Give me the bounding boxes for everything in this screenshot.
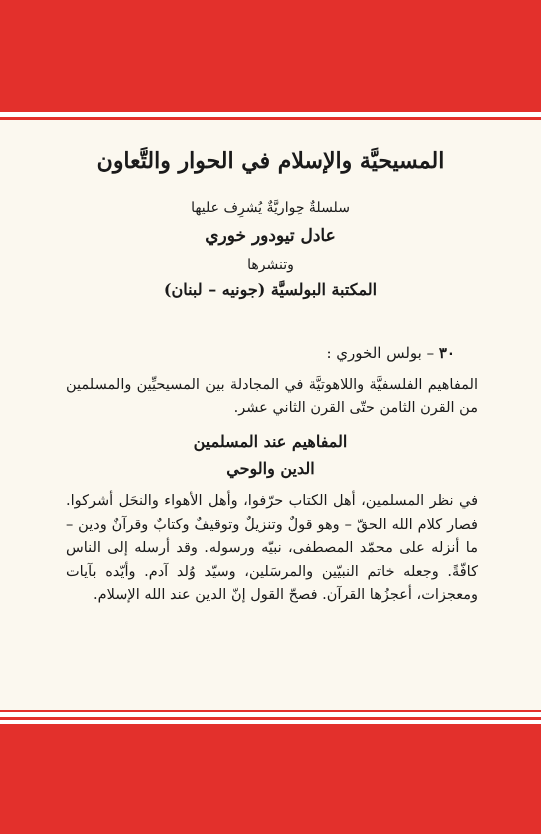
book-entry-heading (326, 344, 455, 362)
subsection-heading: الدين والوحي (226, 459, 315, 478)
excerpt-paragraph: في نظر المسلمين، أهل الكتاب حرّفوا، وأهل الأهواء والنحَل أشركوا. فصار كلام الله الحقّ – وهو قولٌ وتنزيلٌ وتوقيفٌ وكتابٌ وقرآنٌ ودين – ما أنزله على محمّد المصطفى، نبيّه ورسوله. وقد أرسله إلى الناس كافّةً. وجعله خاتم النبيّين والمرسَلين، وسيّد وُلد آدم. وأيّده بآيات ومعجزات، أعجزُها القرآن. فصحّ القول إنّ الدين عند الله الإسلام. (66, 493, 478, 603)
bottom-white-stripe-1 (0, 712, 541, 717)
top-white-stripe (0, 112, 541, 117)
series-title: المسيحيَّة والإسلام في الحوار والتَّعاون (96, 148, 445, 174)
top-red-band (0, 0, 541, 112)
book-author: بولس الخوري : (326, 344, 422, 362)
series-editor: عادل تيودور خوري (205, 226, 336, 246)
publisher-intro: وتنشرها (247, 257, 294, 273)
book-number: ٣٠ (438, 344, 455, 362)
series-subtitle: سلسلةٌ حِواريَّةٌ يُشرِف عليها (191, 200, 350, 216)
publisher-name: المكتبة البولسيَّة (جونيه – لبنان) (163, 280, 378, 299)
book-title-text: المفاهيم الفلسفيَّة واللاهوتيَّة في المجادلة بين المسيحيِّين والمسلمين من القرن الثامن حتّى القرن الثاني عشر. (66, 377, 478, 416)
bottom-red-band (0, 726, 541, 834)
section-heading: المفاهيم عند المسلمين (193, 432, 348, 451)
entry-dash: – (421, 344, 439, 362)
bottom-white-stripe-2 (0, 720, 541, 724)
back-cover-panel (0, 120, 541, 710)
